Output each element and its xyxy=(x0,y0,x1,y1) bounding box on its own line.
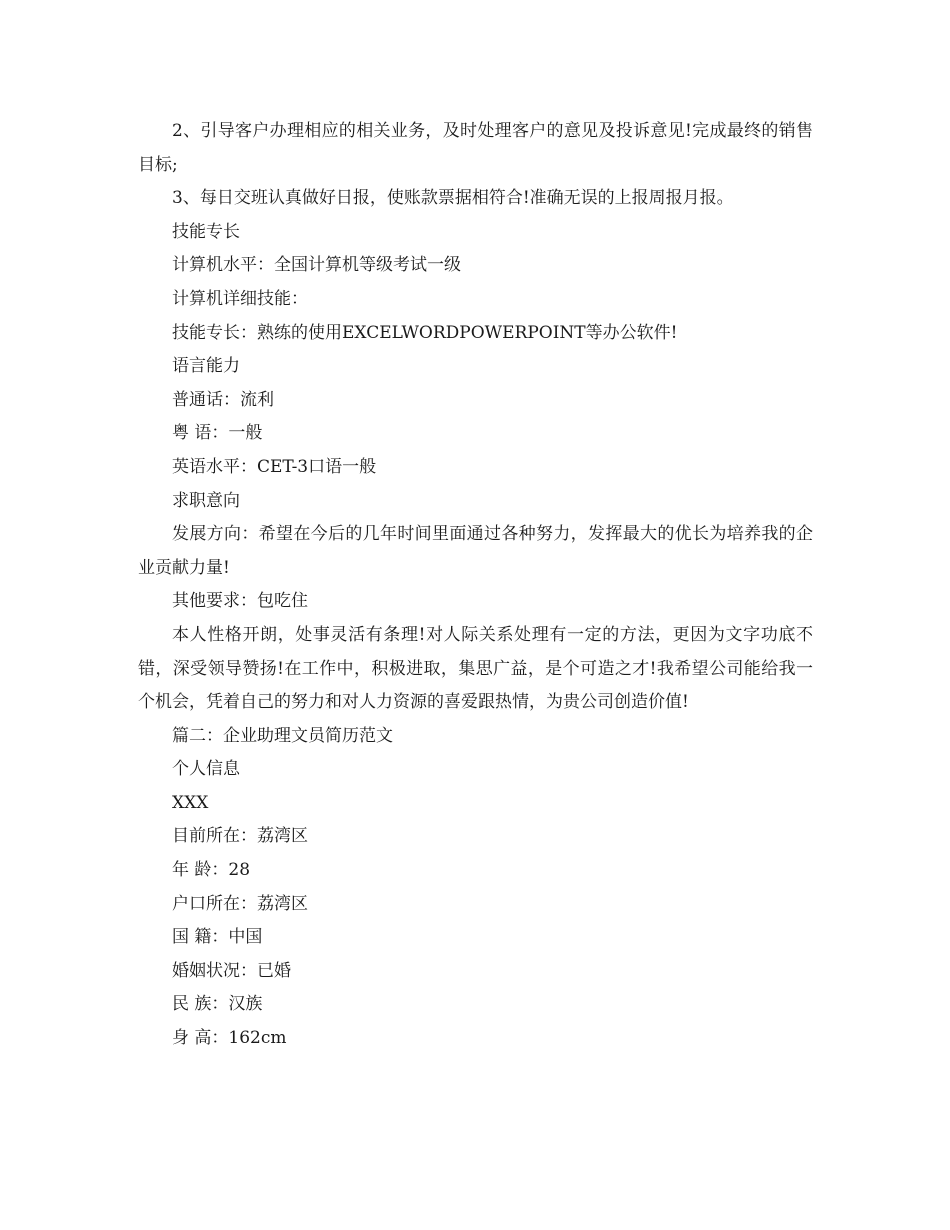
skill-specialty: 技能专长：熟练的使用EXCELWORDPOWERPOINT等办公软件! xyxy=(172,322,678,343)
cantonese-level: 粤 语：一般 xyxy=(172,423,263,444)
paragraph-duty-2: 2、引导客户办理相应的相关业务，及时处理客户的意见及投诉意见!完成最终的销售目标; xyxy=(138,121,813,175)
english-level: 英语水平：CET-3口语一般 xyxy=(172,456,377,477)
self-evaluation: 本人性格开朗，处事灵活有条理!对人际关系处理有一定的方法，更因为文字功底不错，深受领导赞扬!在工作中，积极进取，集思广益，是个可造之才!我希望公司能给我一个机会，凭着自己的努力和对人力资源的喜爱跟热情，为贵公司创造价值! xyxy=(138,624,813,713)
computer-level: 计算机水平：全国计算机等级考试一级 xyxy=(172,255,461,276)
document-body xyxy=(138,115,813,1056)
section-heading-language: 语言能力 xyxy=(172,356,240,377)
section-heading-skills: 技能专长 xyxy=(172,221,240,242)
paragraph-duty-3: 3、每日交班认真做好日报，使账款票据相符合!准确无误的上报周报月报。 xyxy=(172,188,734,209)
age: 年 龄：28 xyxy=(172,860,251,881)
other-requirements: 其他要求：包吃住 xyxy=(172,591,308,612)
development-direction: 发展方向：希望在今后的几年时间里面通过各种努力，发挥最大的优长为培养我的企业贡献力量! xyxy=(138,524,813,578)
ethnicity: 民 族：汉族 xyxy=(172,994,263,1015)
person-name: XXX xyxy=(172,792,209,813)
mandarin-level: 普通话：流利 xyxy=(172,389,274,410)
section-heading-personal-info: 个人信息 xyxy=(172,759,240,780)
height: 身 高：162cm xyxy=(172,1028,287,1049)
current-location: 目前所在：荔湾区 xyxy=(172,826,308,847)
marital-status: 婚姻状况：已婚 xyxy=(172,960,291,981)
nationality: 国 籍：中国 xyxy=(172,927,263,948)
section-heading-part-two: 篇二：企业助理文员简历范文 xyxy=(172,725,393,746)
household-registration: 户口所在：荔湾区 xyxy=(172,893,308,914)
section-heading-job-intention: 求职意向 xyxy=(172,490,240,511)
computer-skills-label: 计算机详细技能： xyxy=(172,288,308,309)
